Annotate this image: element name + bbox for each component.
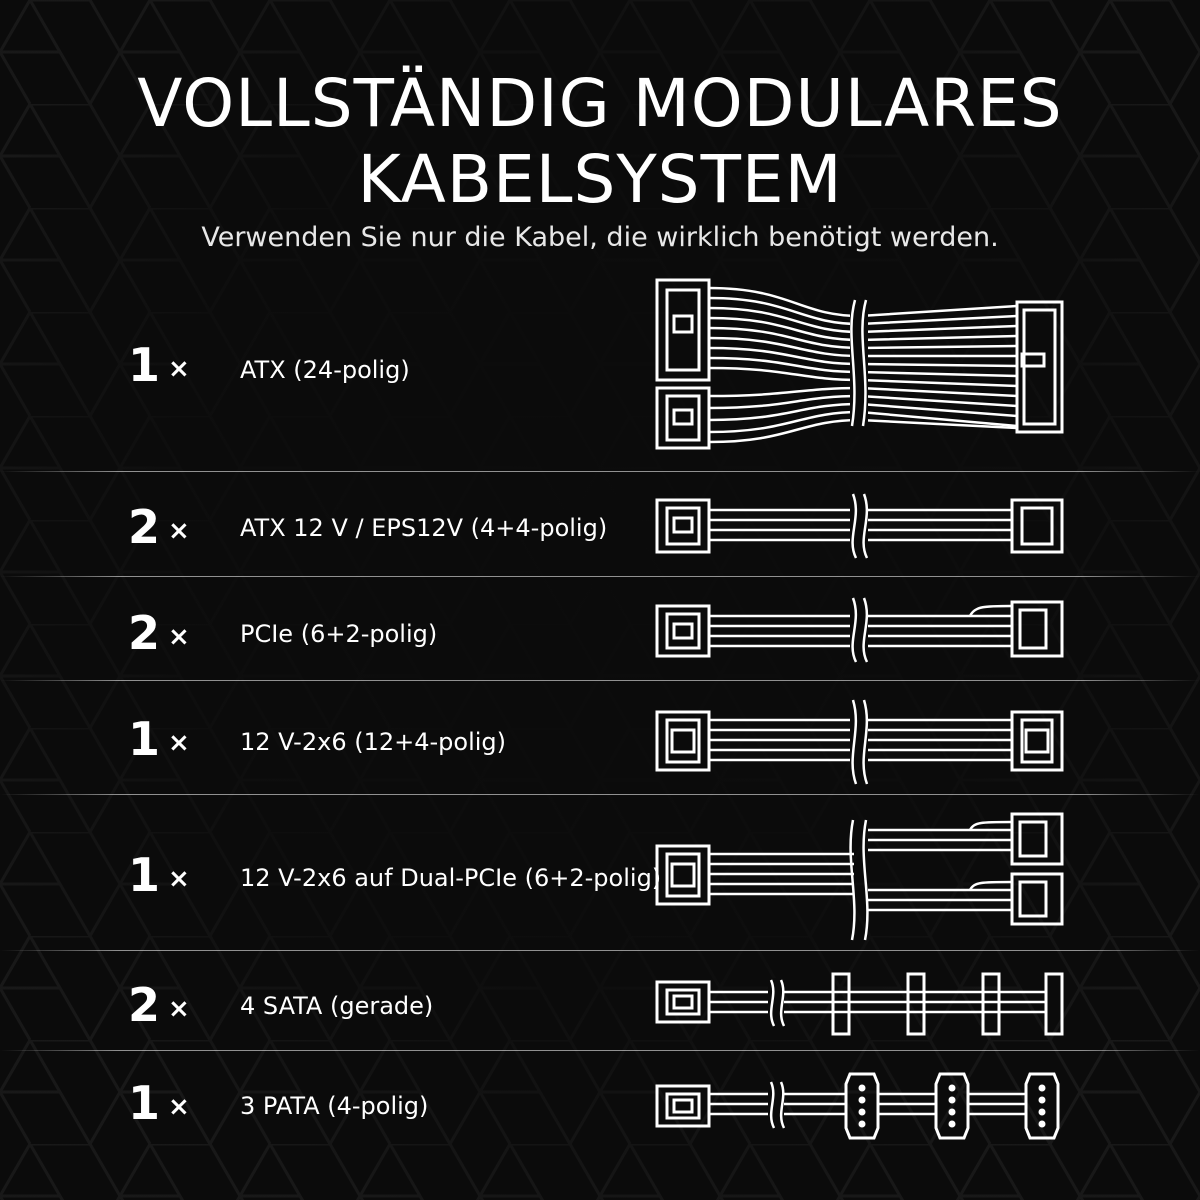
cable-row-sata [0, 958, 1200, 1050]
12v-2x6-cable-icon [640, 694, 1070, 794]
cable-row-eps [0, 480, 1200, 576]
sata-cable-icon [640, 962, 1070, 1052]
cable-quantity: 1 [128, 712, 161, 766]
times-symbol: × [168, 728, 190, 758]
times-symbol: × [168, 622, 190, 652]
cable-label: 3 PATA (4-polig) [240, 1092, 429, 1120]
times-symbol: × [168, 354, 190, 384]
page-subtitle: Verwenden Sie nur die Kabel, die wirklich benötigt werden. [201, 222, 999, 253]
row-divider [0, 471, 1200, 472]
eps-cable-icon [640, 488, 1070, 578]
cable-row-pata [0, 1058, 1200, 1158]
cable-label: 12 V-2x6 auf Dual-PCIe (6+2-polig) [240, 864, 662, 892]
cable-label: PCIe (6+2-polig) [240, 620, 438, 648]
cable-row-pcie [0, 584, 1200, 680]
cable-label: ATX 12 V / EPS12V (4+4-polig) [240, 514, 608, 542]
cable-quantity: 2 [128, 978, 161, 1032]
row-divider [0, 1050, 1200, 1051]
dual-pcie-cable-icon [640, 800, 1070, 950]
pata-cable-icon [640, 1064, 1070, 1164]
page-title-line-2: KABELSYSTEM [357, 141, 843, 218]
times-symbol: × [168, 994, 190, 1024]
row-divider [0, 794, 1200, 795]
cable-row-12v-2x6 [0, 690, 1200, 794]
cable-quantity: 2 [128, 500, 161, 554]
times-symbol: × [168, 516, 190, 546]
cable-label: 4 SATA (gerade) [240, 992, 434, 1020]
times-symbol: × [168, 1092, 190, 1122]
pcie-cable-icon [640, 592, 1070, 682]
cable-quantity: 1 [128, 338, 161, 392]
cable-row-atx-24 [0, 276, 1200, 471]
atx-24pin-cable-icon [640, 276, 1070, 466]
cable-quantity: 1 [128, 1076, 161, 1130]
cable-label: ATX (24-polig) [240, 356, 410, 384]
times-symbol: × [168, 864, 190, 894]
row-divider [0, 576, 1200, 577]
cable-quantity: 1 [128, 848, 161, 902]
cable-label: 12 V-2x6 (12+4-polig) [240, 728, 507, 756]
page-title-line-1: VOLLSTÄNDIG MODULARES [137, 65, 1063, 142]
row-divider [0, 680, 1200, 681]
row-divider [0, 950, 1200, 951]
cable-row-dual-pcie [0, 800, 1200, 950]
cable-quantity: 2 [128, 606, 161, 660]
